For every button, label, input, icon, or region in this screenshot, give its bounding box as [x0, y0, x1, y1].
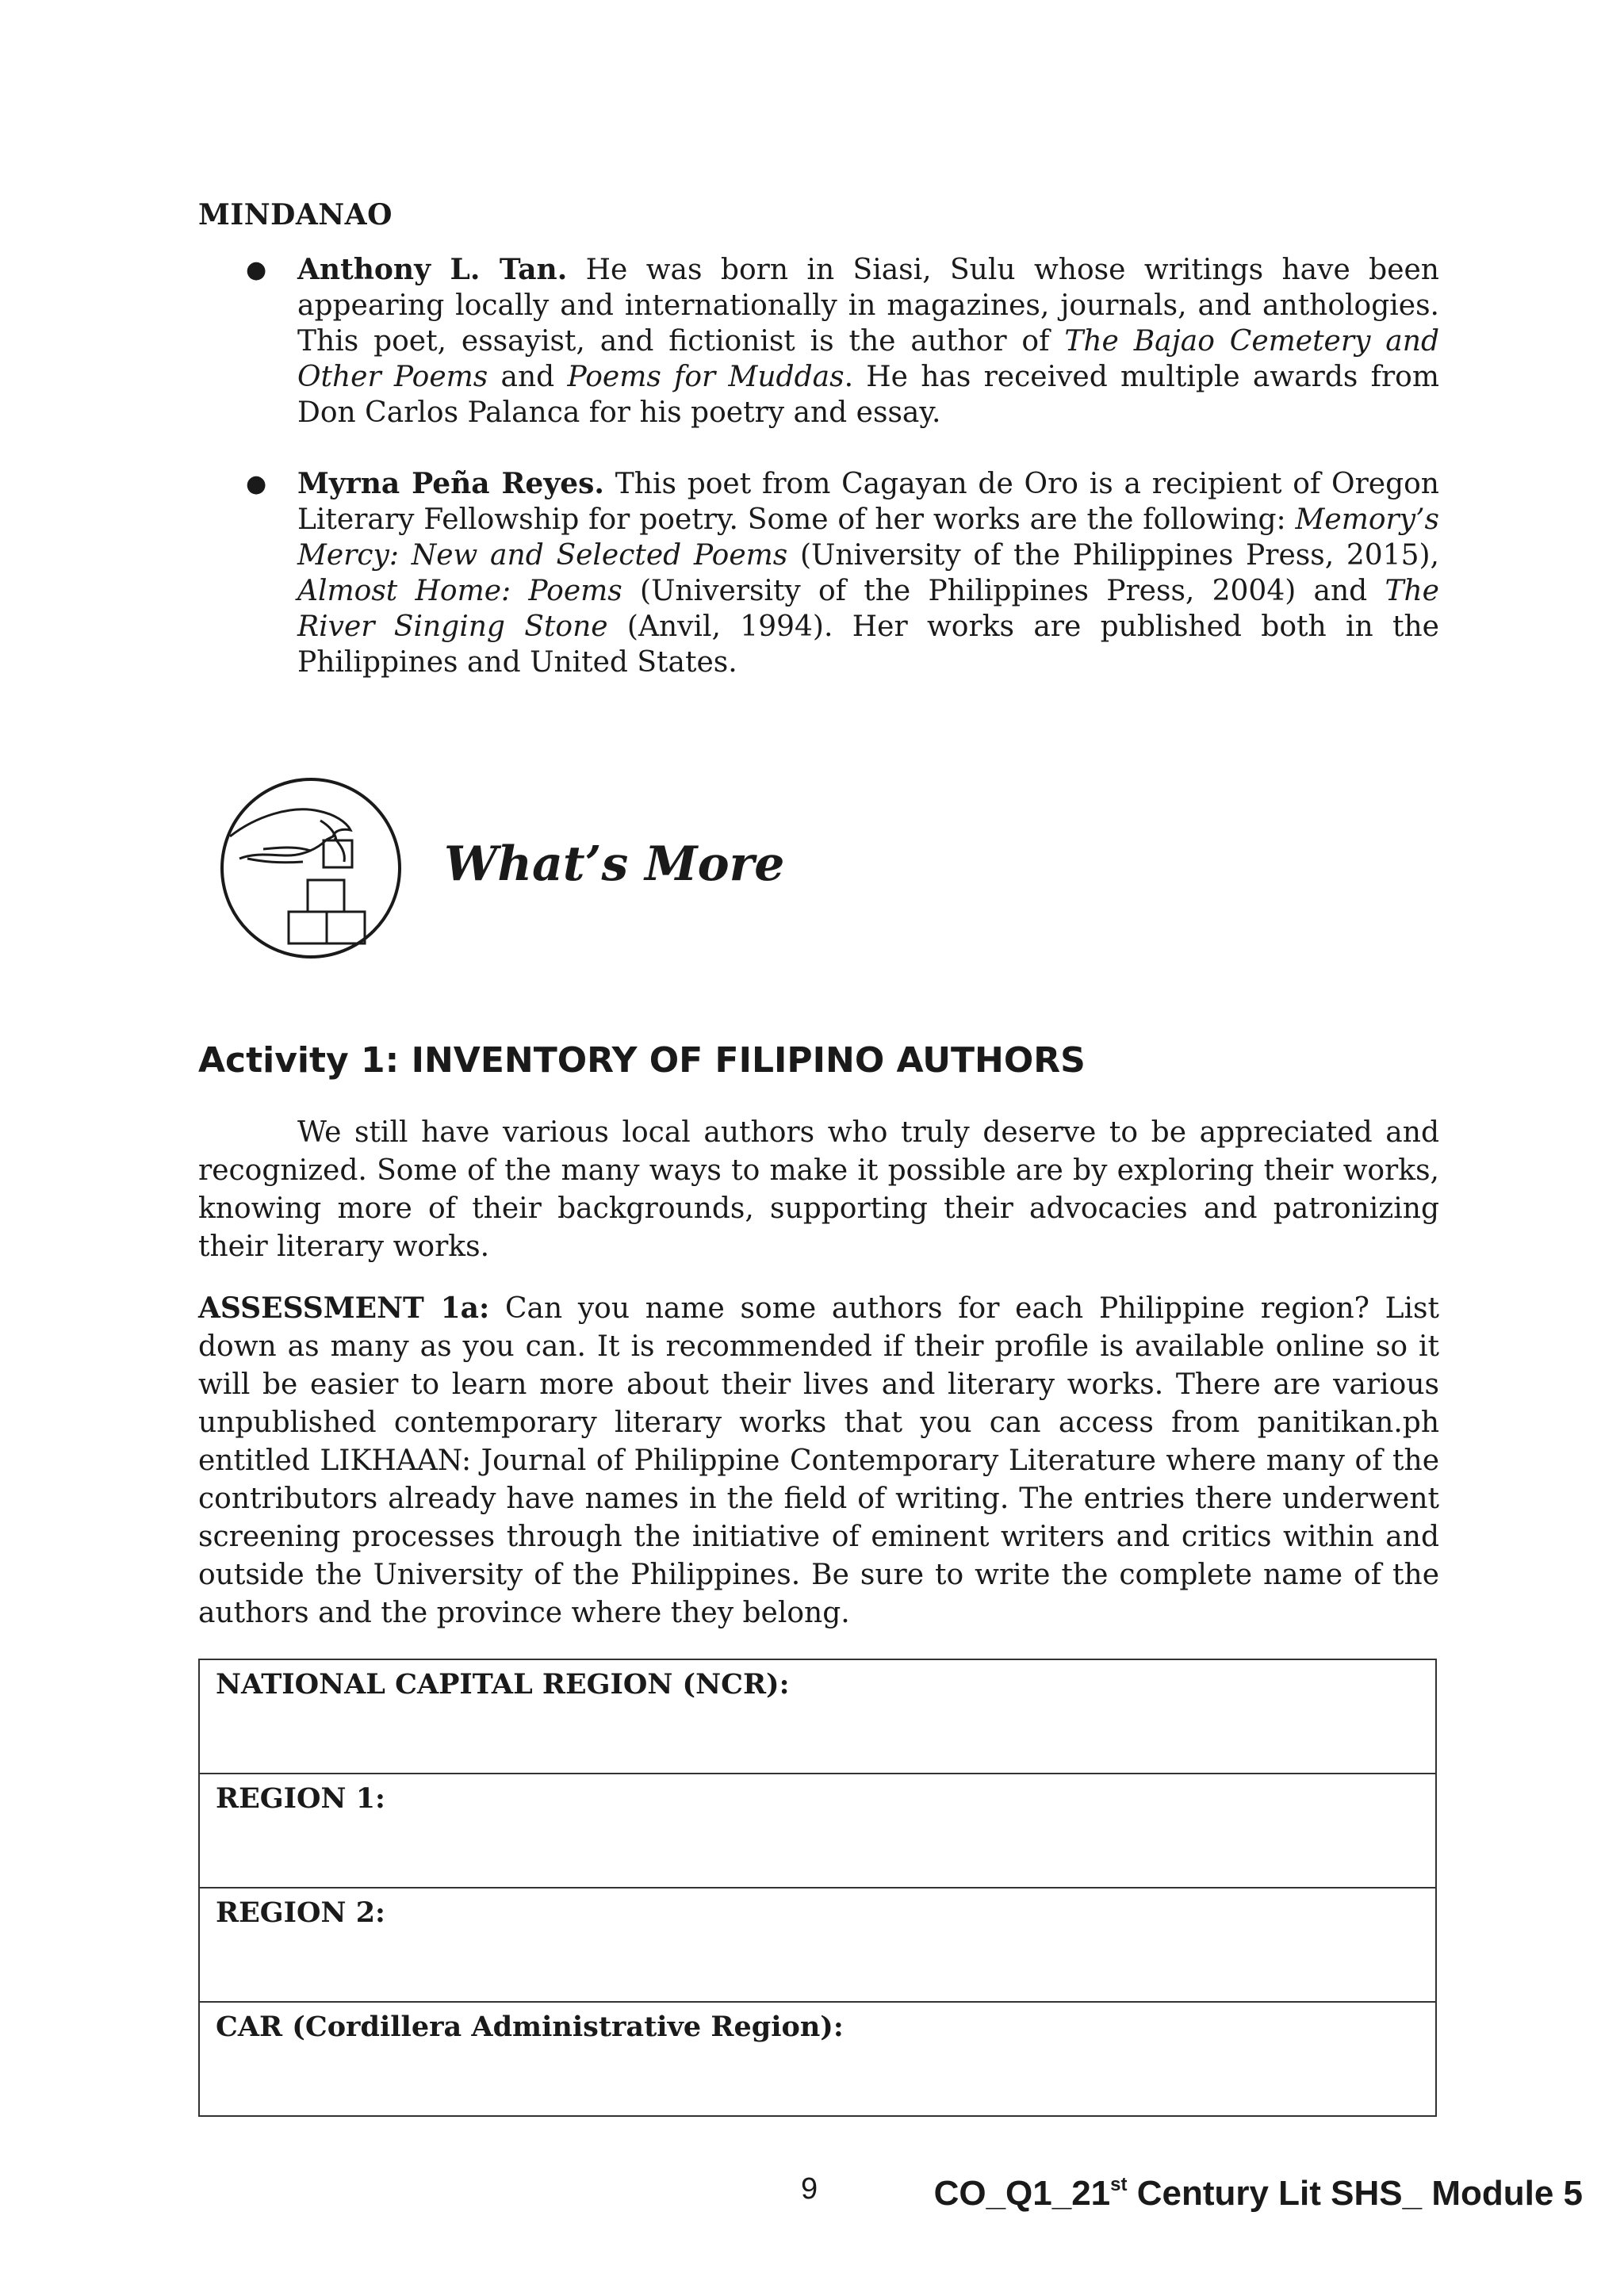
author-text: This poet from Cagayan de Oro is a recipient of Oregon Literary Fellowship for poetry. Some of her works are the following: [297, 468, 1439, 536]
module-code [934, 2174, 1583, 2214]
region-cell[interactable]: REGION 1: [199, 1774, 1436, 1888]
author-name: Anthony L. Tan. [297, 253, 568, 286]
region-heading: MINDANAO [198, 198, 393, 232]
bullet-icon: ● [246, 470, 267, 498]
module-code-part: Century Lit SHS_ Module 5 [1127, 2174, 1583, 2213]
table-row [199, 1888, 1436, 2002]
author-text: and [488, 361, 568, 393]
table-row [199, 1659, 1436, 1774]
region-authors-table [198, 1659, 1437, 2117]
author-text: . He has received multiple awards from Don Carlos Palanca for his poetry and essay. [297, 361, 1439, 429]
author-text: (Anvil, 1994). Her works are published both in the Philippines and United States. [297, 610, 1439, 679]
assessment-label: ASSESSMENT 1a: [198, 1292, 490, 1325]
table-row [199, 1774, 1436, 1888]
work-title: Poems for Muddas [567, 361, 845, 393]
work-title: Almost Home: Poems [297, 575, 622, 607]
activity-intro: We still have various local authors who truly deserve to be appreciated and recognized. Some of the many ways to make it possible are by exploring their works, knowing more of their backgrounds, supporting their advocacies and patronizing their literary works. [198, 1116, 1439, 1263]
work-title: The Bajao Cemetery and Other Poems [297, 325, 1439, 393]
work-title: Memory’s Mercy: New and Selected Poems [297, 503, 1439, 572]
author-list [198, 252, 1439, 716]
region-cell[interactable]: NATIONAL CAPITAL REGION (NCR): [199, 1659, 1436, 1774]
hand-stacking-blocks-icon [216, 773, 406, 963]
region-cell[interactable]: CAR (Cordillera Administrative Region): [199, 2002, 1436, 2116]
module-code-sup: st [1110, 2174, 1128, 2195]
module-code-part: CO_Q1_21 [933, 2174, 1111, 2213]
assessment-text: Can you name some authors for each Philippine region? List down as many as you can. It is recommended if their profile is available online so it will be easier to learn more about their lives and literary works. There are various unpublished contemporary literary works that you can access from panitikan.ph entitled LIKHAAN: Journal of Philippine Contemporary Literature where many of the contributors already have names in the field of writing. The entries there underwent screening processes through the initiative of eminent writers and critics within and outside the University of the Philippines. Be sure to write the complete name of the authors and the province where they belong. [198, 1292, 1439, 1629]
author-text: (University of the Philippines Press, 2015), [787, 539, 1439, 572]
region-cell[interactable]: REGION 2: [199, 1888, 1436, 2002]
author-entry [198, 466, 1439, 680]
section-title: What’s More [444, 836, 785, 892]
author-text: (University of the Philippines Press, 2004) and [622, 575, 1385, 607]
author-text: He was born in Siasi, Sulu whose writings have been appearing locally and internationally in magazines, journals, and anthologies. This poet, essayist, and fictionist is the author of [297, 254, 1439, 358]
assessment-instructions [198, 1289, 1439, 1632]
table-row [199, 2002, 1436, 2116]
bullet-icon: ● [246, 256, 267, 284]
page-number: 9 [801, 2172, 818, 2206]
author-name: Myrna Peña Reyes. [297, 467, 604, 500]
work-title: The River Singing Stone [297, 575, 1439, 643]
activity-title: Activity 1: INVENTORY OF FILIPINO AUTHORS [198, 1040, 1086, 1081]
author-entry [198, 252, 1439, 430]
